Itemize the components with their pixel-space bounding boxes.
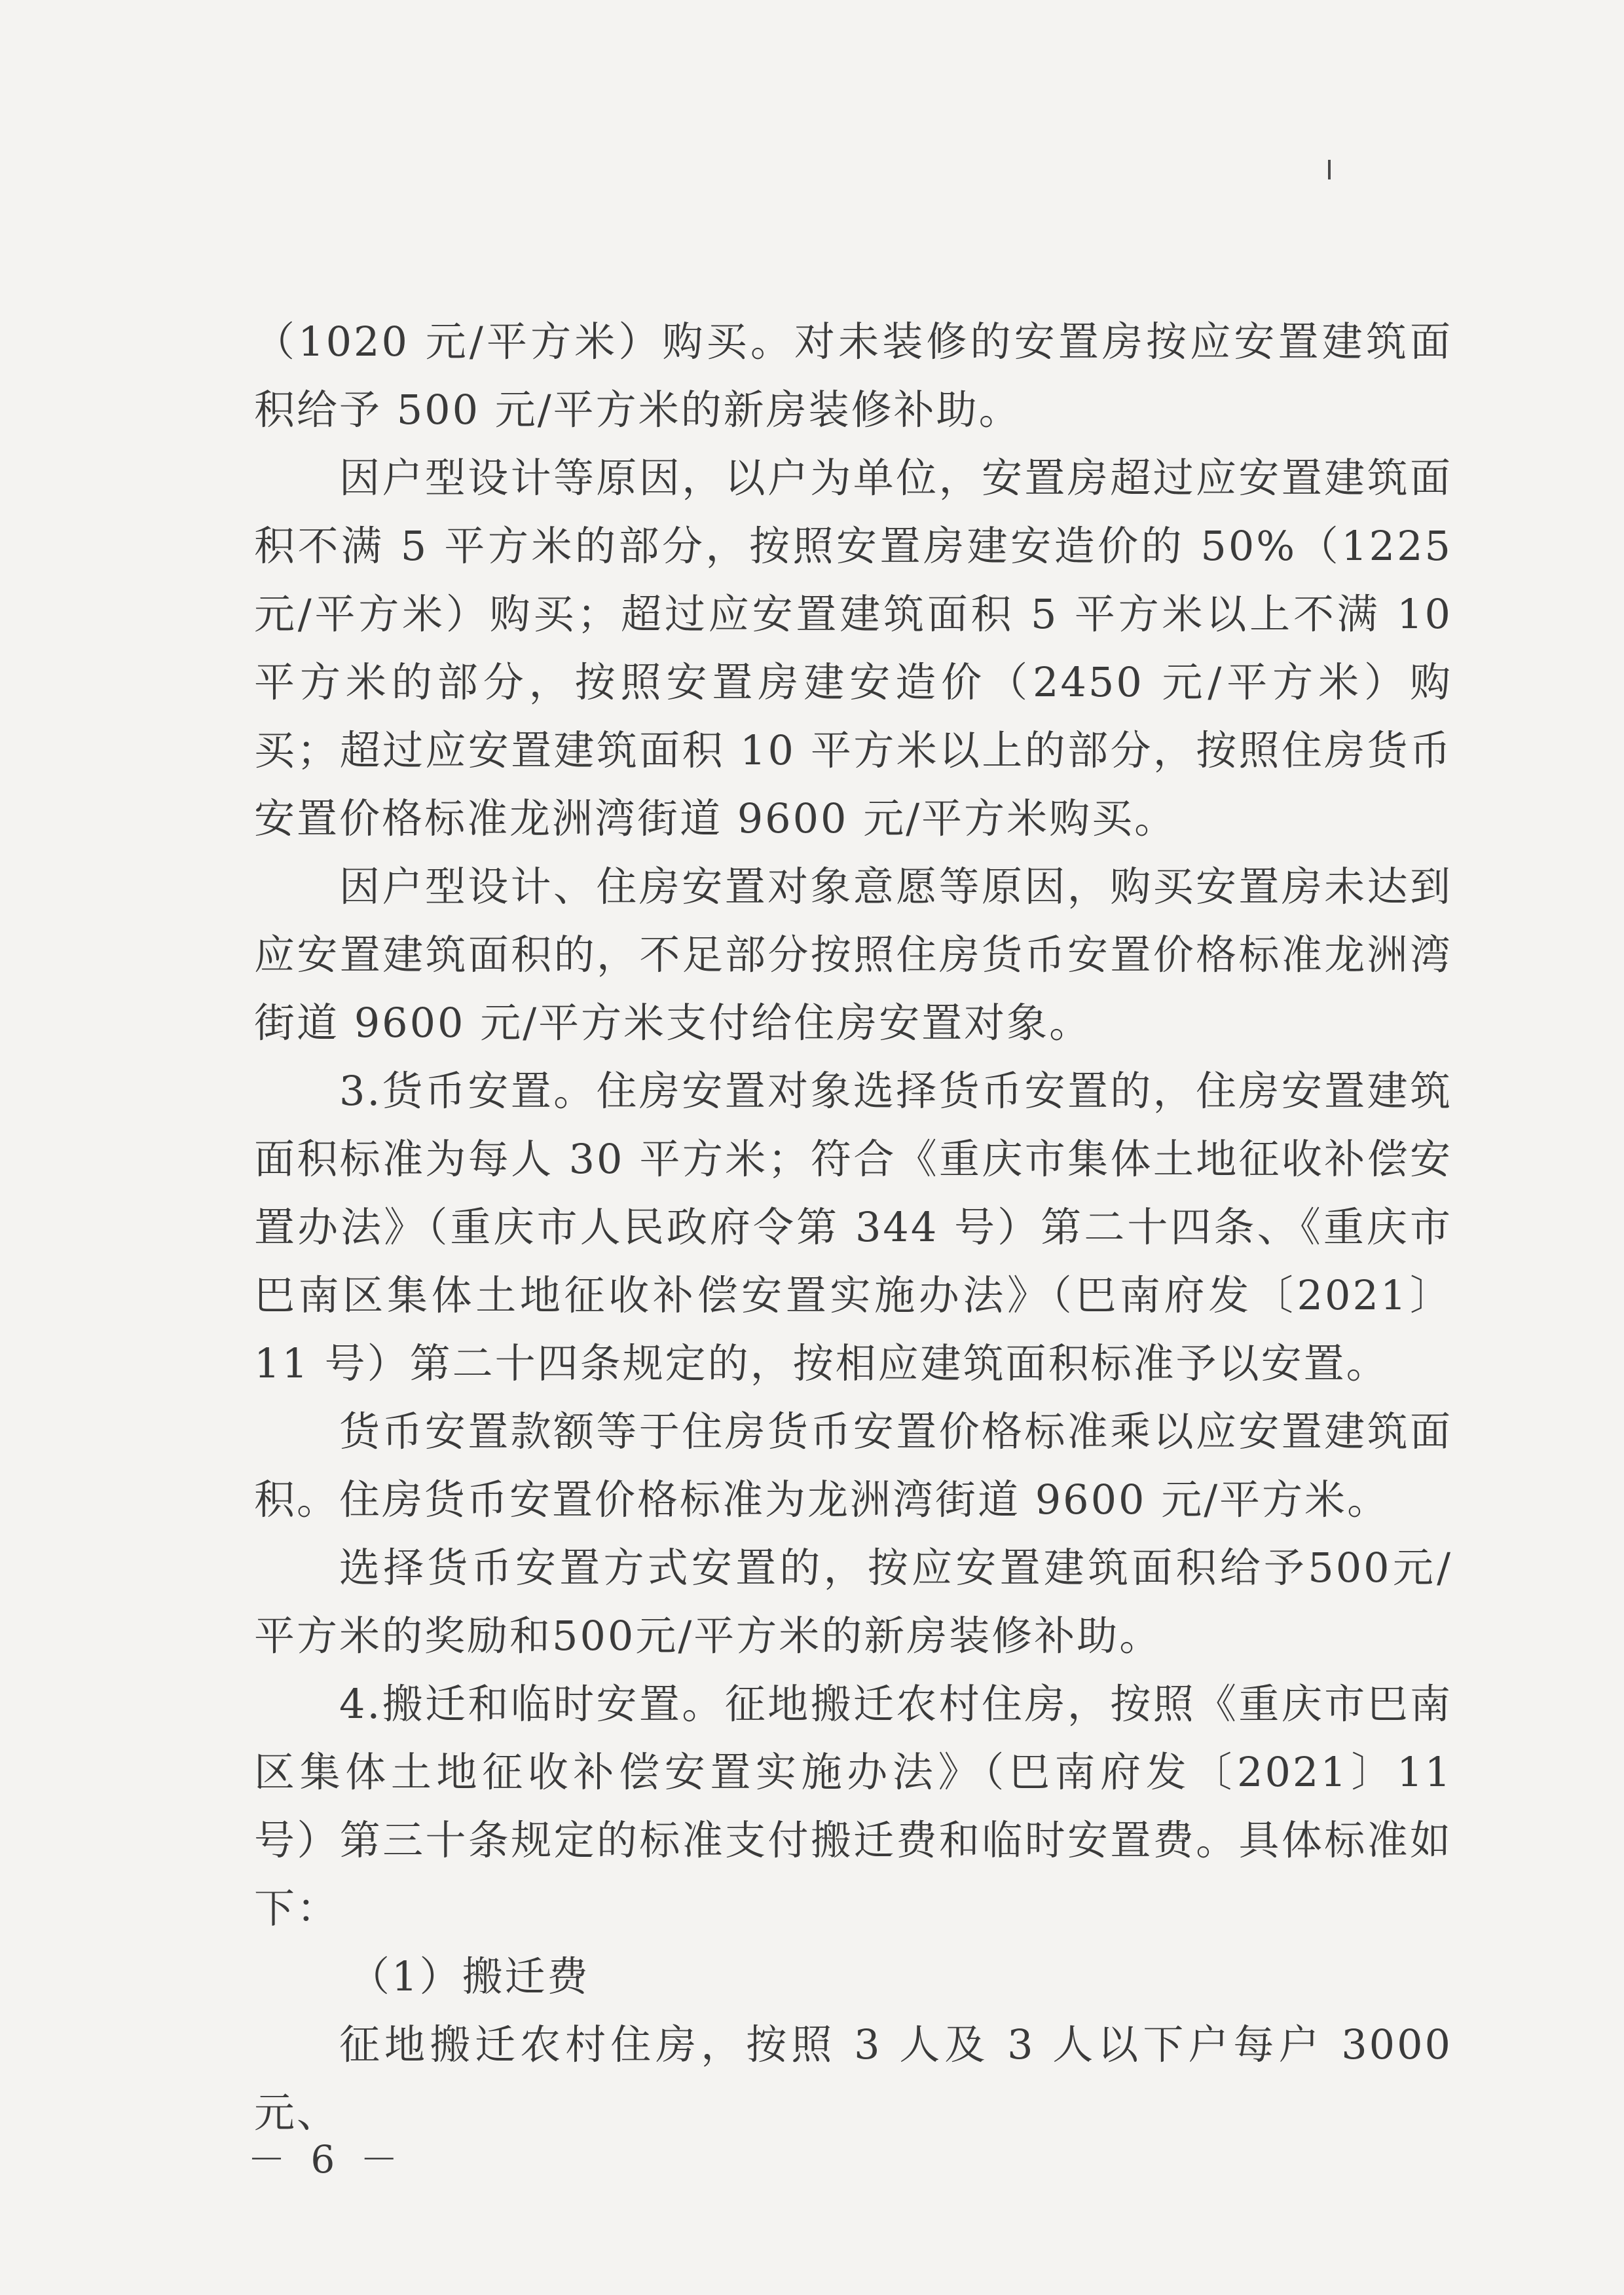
paragraph-2: 因户型设计等原因，以户为单位，安置房超过应安置建筑面积不满 5 平方米的部分，按照安置房建安造价的 50%（1225 元/平方米）购买；超过应安置建筑面积 5 平方米以上不满 10 平方米的部分，按照安置房建安造价（2450 元/平方米）购买；超过应安置建筑面积 10 平方米以上的部分，按照住房货币安置价格标准龙洲湾街道 9600 元/平方米购买。 xyxy=(254,454,1452,842)
document-body xyxy=(254,308,1452,2147)
paragraph-6: 选择货币安置方式安置的，按应安置建筑面积给予500元/平方米的奖励和500元/平方米的新房装修补助。 xyxy=(254,1544,1452,1660)
paragraph-7: 4.搬迁和临时安置。征地搬迁农村住房，按照《重庆市巴南区集体土地征收补偿安置实施办法》（巴南府发〔2021〕11 号）第三十条规定的标准支付搬迁费和临时安置费。具体标准如下： xyxy=(254,1680,1452,1932)
paragraph-4: 3.货币安置。住房安置对象选择货币安置的，住房安置建筑面积标准为每人 30 平方米；符合《重庆市集体土地征收补偿安置办法》（重庆市人民政府令第 344 号）第二十四条、《重庆市巴南区集体土地征收补偿安置实施办法》（巴南府发〔2021〕11 号）第二十四条规定的，按相应建筑面积标准予以安置。 xyxy=(254,1067,1452,1387)
page-number: － 6 － xyxy=(248,2137,405,2182)
scan-mark xyxy=(1328,160,1331,179)
paragraph-1: （1020 元/平方米）购买。对未装修的安置房按应安置建筑面积给予 500 元/平方米的新房装修补助。 xyxy=(254,318,1452,434)
paragraph-3: 因户型设计、住房安置对象意愿等原因，购买安置房未达到应安置建筑面积的，不足部分按照住房货币安置价格标准龙洲湾街道 9600 元/平方米支付给住房安置对象。 xyxy=(254,863,1452,1047)
subheading-relocation-fee: （1）搬迁费 xyxy=(349,1952,590,2000)
paragraph-5: 货币安置款额等于住房货币安置价格标准乘以应安置建筑面积。住房货币安置价格标准为龙洲湾街道 9600 元/平方米。 xyxy=(254,1408,1452,1523)
paragraph-8: 征地搬迁农村住房，按照 3 人及 3 人以下户每户 3000 元、 xyxy=(254,2021,1452,2136)
